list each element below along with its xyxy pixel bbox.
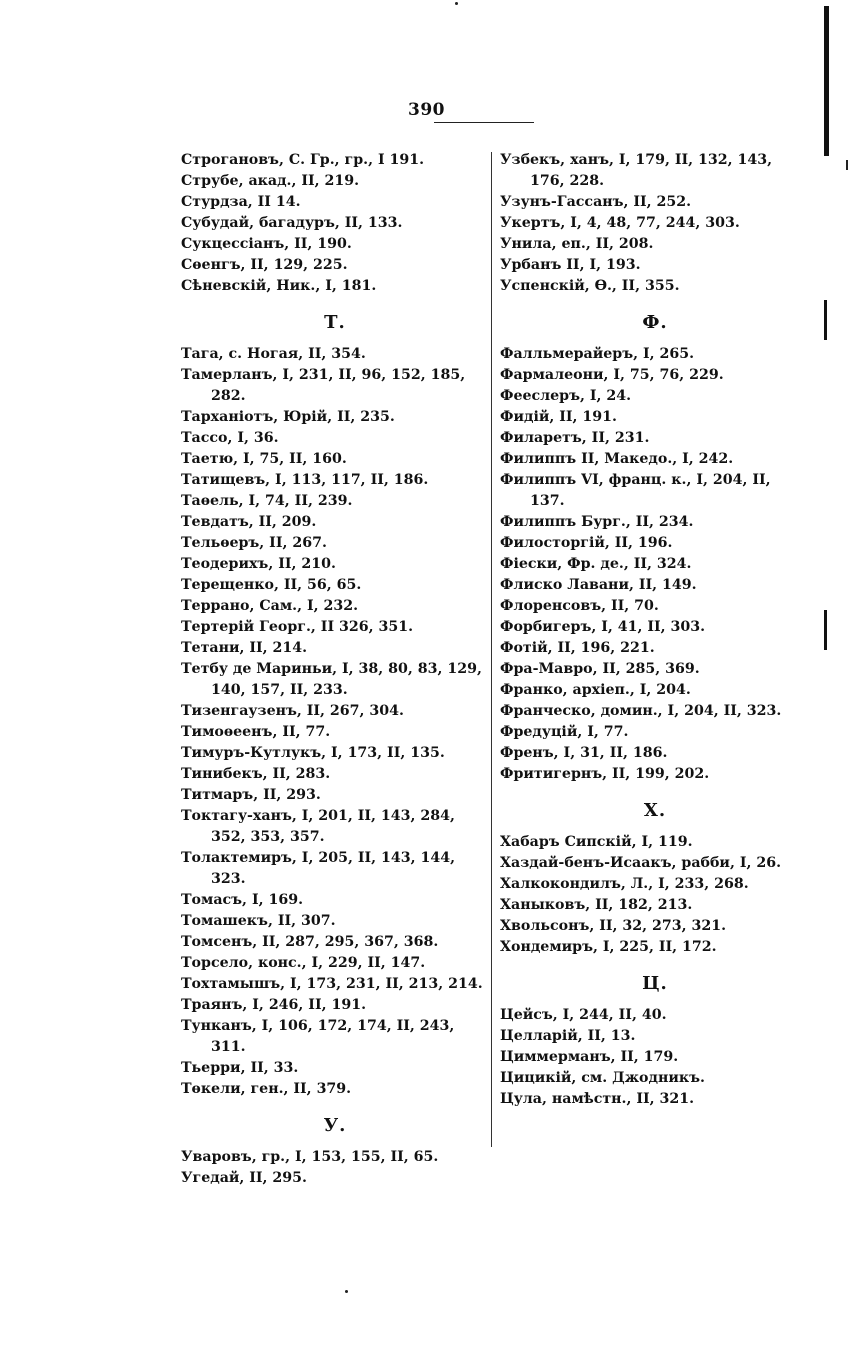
index-entry: Целларій, II, 13. <box>500 1028 636 1044</box>
index-entry: Хаздай-бенъ-Исаакъ, рабби, I, 26. <box>500 855 782 871</box>
index-entry: Тассо, I, 36. <box>181 430 279 446</box>
index-entry: Халкокондилъ, Л., I, 233, 268. <box>500 876 749 892</box>
index-entry: Угедай, II, 295. <box>181 1170 307 1186</box>
index-entry: Токтагу-ханъ, I, 201, II, 143, 284, 352, 353, 357. <box>181 808 455 845</box>
column-divider <box>491 152 492 1147</box>
scan-speck <box>455 2 458 5</box>
index-entry: Цула, намѣстн., II, 321. <box>500 1091 695 1107</box>
index-group-h <box>500 832 810 958</box>
page-number: 390 <box>408 100 445 120</box>
index-entry: Фармалеони, I, 75, 76, 229. <box>500 367 724 383</box>
index-entry: Флиско Лавани, II, 149. <box>500 577 697 593</box>
index-entry: Тимоѳеенъ, II, 77. <box>181 724 331 740</box>
index-entry: Хондемиръ, I, 225, II, 172. <box>500 939 717 955</box>
index-entry: Циммерманъ, II, 179. <box>500 1049 679 1065</box>
index-entry: Строгановъ, С. Гр., гр., I 191. <box>181 152 425 168</box>
index-entry: Тимуръ-Кутлукъ, I, 173, II, 135. <box>181 745 445 761</box>
index-entry: Тизенгаузенъ, II, 267, 304. <box>181 703 404 719</box>
index-entry: Хабаръ Сипскій, I, 119. <box>500 834 693 850</box>
index-entry: Филиппъ Бург., II, 234. <box>500 514 694 530</box>
index-entry: Томашекъ, II, 307. <box>181 913 336 929</box>
index-entry: Фра-Мавро, II, 285, 369. <box>500 661 700 677</box>
index-entry: Филиппъ VI, франц. к., I, 204, II, 137. <box>500 472 771 509</box>
index-entry: Тевдатъ, II, 209. <box>181 514 317 530</box>
index-entry: Узбекъ, ханъ, I, 179, II, 132, 143, 176, 228. <box>500 152 773 189</box>
index-entry: Форбигеръ, I, 41, II, 303. <box>500 619 706 635</box>
index-entry: Филосторгій, II, 196. <box>500 535 673 551</box>
index-entry: Тага, с. Ногая, II, 354. <box>181 346 366 362</box>
index-entry: Траянъ, I, 246, II, 191. <box>181 997 367 1013</box>
index-entry: Фидій, II, 191. <box>500 409 617 425</box>
index-entry: Тельѳеръ, II, 267. <box>181 535 327 551</box>
index-entry: Таѳель, I, 74, II, 239. <box>181 493 353 509</box>
index-entry: Фритигернъ, II, 199, 202. <box>500 766 710 782</box>
index-group-s <box>181 150 489 297</box>
index-entry: Цейсъ, I, 244, II, 40. <box>500 1007 667 1023</box>
index-entry: Томсенъ, II, 287, 295, 367, 368. <box>181 934 439 950</box>
index-entry: Узунъ-Гассанъ, II, 252. <box>500 194 692 210</box>
index-entry: Тарханіотъ, Юрій, II, 235. <box>181 409 395 425</box>
index-entry: Филаретъ, II, 231. <box>500 430 650 446</box>
index-entry: Тетбу де Мариньи, I, 38, 80, 83, 129, 140, 157, II, 233. <box>181 661 482 698</box>
index-entry: Фіески, Фр. де., II, 324. <box>500 556 692 572</box>
scan-speck <box>345 1290 348 1293</box>
index-entry: Фееслеръ, I, 24. <box>500 388 632 404</box>
index-entry: Торсело, конс., I, 229, II, 147. <box>181 955 426 971</box>
index-entry: Сѳенгъ, II, 129, 225. <box>181 257 348 273</box>
scan-edge-mark <box>824 300 827 340</box>
index-entry: Фотій, II, 196, 221. <box>500 640 655 656</box>
index-entry: Тинибекъ, II, 283. <box>181 766 331 782</box>
index-group-u-cont <box>500 150 810 297</box>
index-entry: Тетани, II, 214. <box>181 640 308 656</box>
index-entry: Томасъ, I, 169. <box>181 892 304 908</box>
index-entry: Укертъ, I, 4, 48, 77, 244, 303. <box>500 215 740 231</box>
index-entry: Таетю, I, 75, II, 160. <box>181 451 347 467</box>
index-entry: Теодерихъ, II, 210. <box>181 556 336 572</box>
index-entry: Тунканъ, I, 106, 172, 174, II, 243, 311. <box>181 1018 455 1055</box>
index-group-u <box>181 1147 489 1189</box>
scan-edge-mark <box>824 6 829 156</box>
index-entry: Фалльмерайеръ, I, 265. <box>500 346 695 362</box>
index-group-t <box>181 344 489 1100</box>
index-entry: Тьерри, II, 33. <box>181 1060 299 1076</box>
index-entry: Сукцессіанъ, II, 190. <box>181 236 352 252</box>
index-entry: Флоренсовъ, II, 70. <box>500 598 659 614</box>
section-letter-h: Х. <box>643 800 667 821</box>
index-entry: Франческо, домин., I, 204, II, 323. <box>500 703 782 719</box>
index-entry: Тертерій Георг., II 326, 351. <box>181 619 414 635</box>
index-entry: Унила, еп., II, 208. <box>500 236 654 252</box>
scan-edge-mark <box>824 610 827 650</box>
index-entry: Френъ, I, 31, II, 186. <box>500 745 668 761</box>
section-letter-ts: Ц. <box>642 973 668 994</box>
section-letter-f: Ф. <box>642 312 668 333</box>
index-entry: Ханыковъ, II, 182, 213. <box>500 897 693 913</box>
index-entry: Фредуцій, I, 77. <box>500 724 629 740</box>
index-entry: Сѣневскій, Ник., I, 181. <box>181 278 377 294</box>
right-column <box>500 150 810 1110</box>
index-entry: Цицикій, см. Джодникъ. <box>500 1070 705 1086</box>
index-entry: Татищевъ, I, 113, 117, II, 186. <box>181 472 429 488</box>
index-entry: Тамерланъ, I, 231, II, 96, 152, 185, 282. <box>181 367 466 404</box>
index-entry: Филиппъ II, Македо., I, 242. <box>500 451 734 467</box>
index-entry: Толактемиръ, I, 205, II, 143, 144, 323. <box>181 850 456 887</box>
section-letter-u: У. <box>323 1115 347 1136</box>
index-entry: Уваровъ, гр., I, 153, 155, II, 65. <box>181 1149 439 1165</box>
index-entry: Хвольсонъ, II, 32, 273, 321. <box>500 918 727 934</box>
index-entry: Тѳкели, ген., II, 379. <box>181 1081 352 1097</box>
index-group-ts <box>500 1005 810 1110</box>
index-entry: Франко, архіеп., I, 204. <box>500 682 691 698</box>
index-group-f <box>500 344 810 785</box>
scan-speck <box>846 160 848 170</box>
index-entry: Террано, Сам., I, 232. <box>181 598 359 614</box>
index-entry: Струбе, акад., II, 219. <box>181 173 360 189</box>
index-entry: Стурдза, II 14. <box>181 194 301 210</box>
header-rule <box>434 122 534 123</box>
index-entry: Терещенко, II, 56, 65. <box>181 577 362 593</box>
section-letter-t: Т. <box>324 312 346 333</box>
index-entry: Успенскій, Ѳ., II, 355. <box>500 278 680 294</box>
index-entry: Урбанъ II, I, 193. <box>500 257 641 273</box>
index-entry: Тохтамышъ, I, 173, 231, II, 213, 214. <box>181 976 483 992</box>
left-column <box>181 150 489 1189</box>
index-entry: Субудай, багадуръ, II, 133. <box>181 215 403 231</box>
index-entry: Титмаръ, II, 293. <box>181 787 321 803</box>
